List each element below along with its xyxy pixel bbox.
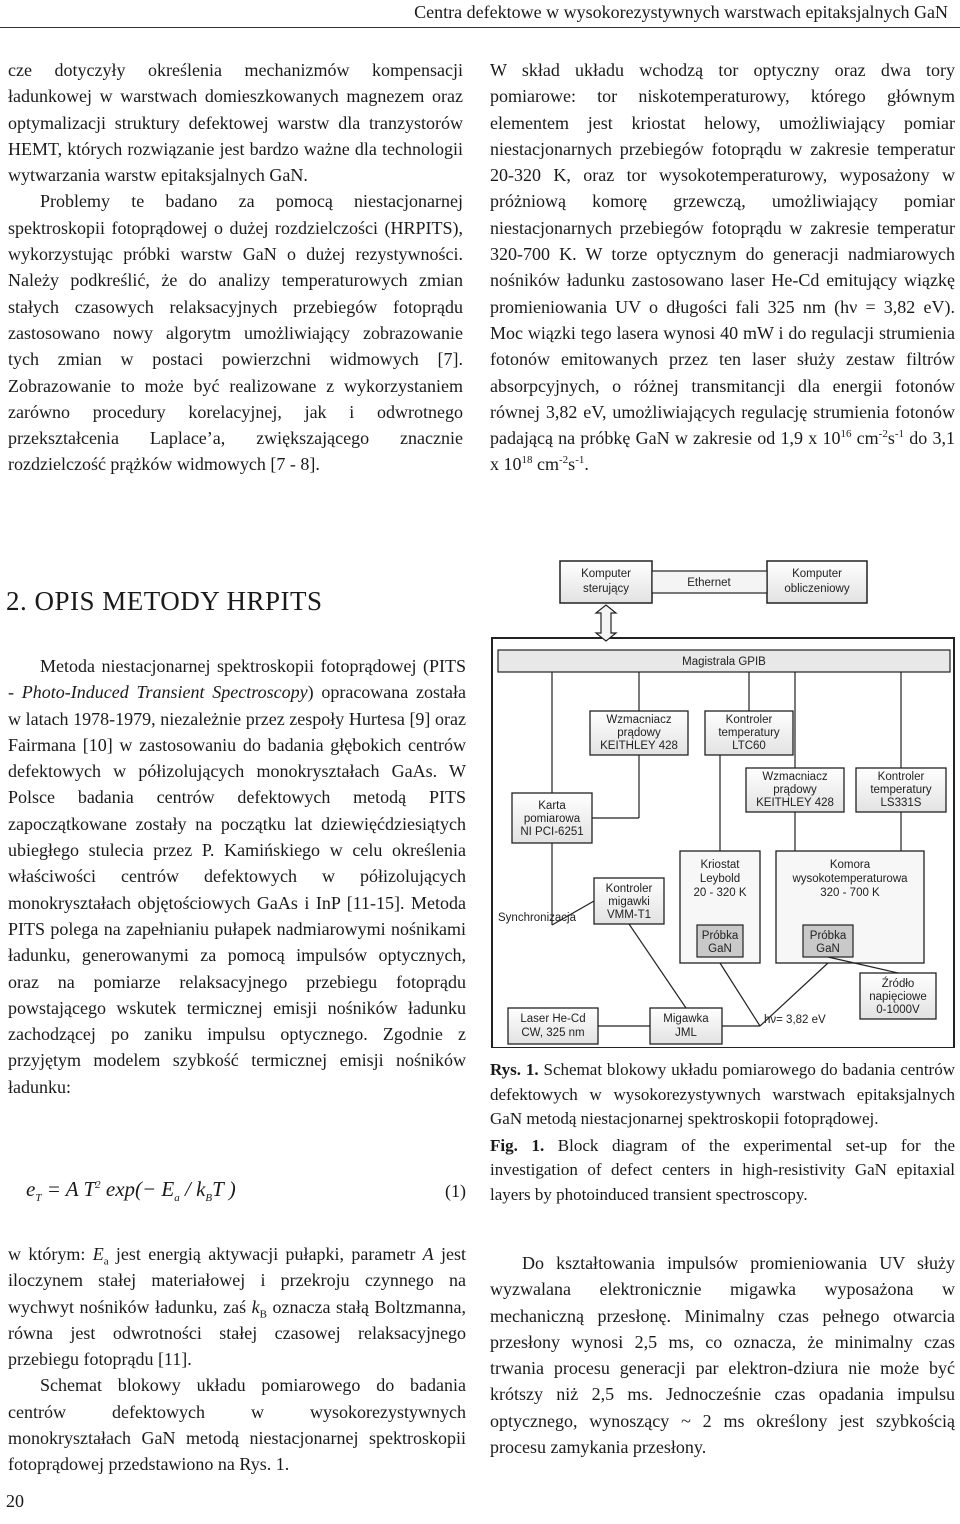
left-column-bottom [8,653,466,1100]
paragraph: Do kształtowania impulsów promieniowania UV służy wyzwalana elektronicznie migawka wyposażona w mechaniczną przesłonę. Minimalny czas pełnego otwarcia przesłony wynosi 2,5 ms, co oznacza, że minimalny czas trwania procesu generacji par elektron-dziura nie może być krótszy niż 2,5 ms. Jednocześnie czas opadania impulsu optycznego, wynoszący ~ 2 ms określony jest szybkością procesu zamykania przesłony. [490,1253,955,1458]
block-diagram [490,553,958,1048]
header-rule [0,27,960,28]
block-label: KEITHLEY 428 [756,797,834,809]
block-label: hν= 3,82 eV [764,1014,826,1026]
equation-1: $e_T = A$ $T^2$ $\exp(- E_a / k_BT$ ) (1) [26,1177,466,1205]
block-label: Kontroler [877,771,925,783]
block-label: Migawka [663,1013,709,1025]
block-label: KEITHLEY 428 [600,740,678,752]
block-label: obliczeniowy [784,583,850,595]
right-column-bottom [490,1250,955,1460]
block-label: Kriostat [700,859,740,871]
link-label: Ethernet [687,577,731,589]
paragraph: W skład układu wchodzą tor optyczny oraz dwa tory pomiarowe: tor niskotemperaturowy, którego głównym elementem jest kriostat helowy, umożliwiający pomiar niestacjonarnych przebiegów fotoprądu w zakresie temperatur 20-320 K, oraz tor wysokotemperaturowy, wyposażony w próżniową komorę grzewczą, umożliwiający pomiar niestacjonarnych przebiegów fotoprądu w zakresie temperatur 320-700 K. W torze optycznym do generacji nadmiarowych nośników ładunku zastosowano laser He-Cd emitujący wiązkę promieniowania UV o długości fali 325 nm (hν = 3,82 eV). Moc wiązki tego lasera wynosi 40 mW i do regulacji strumienia fotonów emitowanych przez ten laser służy zestaw filtrów absorpcyjnych, o różnej transmitancji dla energii fotonów równej 3,82 eV, umożliwiających regulację strumienia fotonów padającą na próbkę GaN w zakresie od 1,9 x $10^{16}$ $cm^{-2}s^{-1}$ do 3,1 x $10^{18}$ $cm^{-2}s^{-1}$. [490,60,955,475]
section-title: 2. OPIS METODY HRPITS [6,586,323,616]
left-column-after-equation [8,1241,466,1478]
block-label: 0-1000V [876,1004,920,1016]
block-label: Komputer [581,568,631,580]
block-label: 20 - 320 K [693,887,747,899]
block-label: Komora [829,859,871,871]
block-label: GaN [708,943,732,955]
block-label: Kontroler [605,883,653,895]
block-label: Kontroler [725,714,773,726]
paragraph: cze dotyczyły określenia mechanizmów kompensacji ładunkowej w warstwach domieszkowanych magnezem oraz optymalizacji struktury defektowej warstw dla tranzystorów HEMT, których rozwiązanie jest bardzo ważne dla technologii wytwarzania warstw epitaksjalnych GaN. [8,60,463,186]
block-label: Wzmacniacz [762,771,828,783]
block-label: migawki [608,896,650,908]
block-label: LTC60 [732,740,766,752]
bus-label: Magistrala GPIB [682,656,766,668]
paragraph: Metoda niestacjonarnej spektroskopii fotoprądowej (PITS - Photo-Induced Transient Spectroscopy) opracowana została w latach 1978-1979, niezależnie przez zespoły Hurtesa [9] oraz Fairmana [10] w zastosowaniu do badania głębokich centrów defektowych w półizolujących monokryształach GaAs. W Polsce badania centrów defektowych metodą PITS zapoczątkowane zostały na początku lat dziewięćdziesiątych ubiegłego stulecia przez P. Kamińskiego w celu określenia właściwości centrów defektowych w półizolujących monokryształach objętościowych GaAs i InP [11-15]. Metoda PITS polega na zapełnianiu pułapek nadmiarowymi nośnikami ładunku, generowanymi za pomocą impulsów optycznych, oraz na pomiarze relaksacyjnego przebiegu fotoprądu powstającego wskutek termicznej emisji nośników ładunku zachodzącej po zaniku impulsu optycznego. Zgodnie z przyjętym modelem szybkość termicznej emisji nośników ładunku: [8,656,467,1097]
block-label: Synchronizacja [498,912,576,924]
paragraph: w którym: $E_a$ jest energią aktywacji pułapki, parametr A jest iloczynem stałej materiałowej i przekroju czynnego na wychwyt nośników ładunku, zaś $k_B$ oznacza stałą Boltzmanna, równa jest odwrotności stałej czasowej relaksacyjnego przebiegu fotoprądu [11]. [8,1244,467,1370]
block-label: Źródło [881,978,915,990]
block-label: Wzmacniacz [606,714,672,726]
paragraph: Schemat blokowy układu pomiarowego do badania centrów defektowych w wysokorezystywnych monokryształach GaN metodą niestacjonarnej spektroskopii fotoprądowej przedstawiono na Rys. 1. [8,1375,466,1475]
block-label: sterujący [582,583,630,595]
block-label: prądowy [773,784,817,796]
block-label: NI PCI-6251 [520,826,584,838]
block-label: wysokotemperaturowa [792,873,908,885]
figure-caption [490,1058,955,1209]
block-label: Karta [538,800,566,812]
paragraph: Problemy te badano za pomocą niestacjonarnej spektroskopii fotoprądowej o dużej rozdzielczości (HRPITS), wykorzystując próbki warstw GaN o dużej rezystywności. Należy podkreślić, że do analizy temperaturowych zmian stałych czasowych relaksacyjnych przebiegów fotoprądu zastosowano nowy algorytm umożliwiający zobrazowanie tych zmian w postaci powierzchni widmowych [7]. Zobrazowanie to może być realizowane z wykorzystaniem zarówno procedury korelacyjnej, jak i odwrotnego przekształcenia Laplace’a, zwiększającego znacznie rozdzielczość prążków widmowych [7 - 8]. [8,191,463,475]
block-label: 320 - 700 K [820,887,880,899]
block-label: LS331S [880,797,922,809]
block-label: VMM-T1 [606,909,652,921]
caption-en: Fig. 1. Block diagram of the experimental set-up for the investigation of defect centers in high-resistivity GaN epitaxial layers by photoinduced transient spectroscopy. [490,1135,956,1204]
block-label: GaN [816,943,840,955]
block-label: CW, 325 nm [521,1027,585,1039]
block-label: Leybold [699,873,741,885]
block-label: JML [675,1027,697,1039]
left-column-top [8,57,463,478]
block-label: pomiarowa [523,813,581,825]
block-label: napięciowe [869,991,927,1003]
right-column-top [490,57,955,478]
block-label: prądowy [617,727,661,739]
equation-number: (1) [445,1181,466,1201]
block-label: Próbka [701,930,739,942]
block-label: temperatury [718,727,780,739]
caption-pl: Rys. 1. Schemat blokowy układu pomiarowego do badania centrów defektowych w wysokorezystywnych warstwach epitaksjalnych GaN metodą niestacjonarnej spektroskopii fotoprądowej. [490,1060,955,1128]
running-header: Centra defektowe w wysokorezystywnych warstwach epitaksjalnych GaN [414,2,948,22]
block-label: Próbka [809,930,847,942]
page-number: 20 [6,1491,24,1511]
block-label: temperatury [870,784,932,796]
block-label: Komputer [792,568,842,580]
block-label: Laser He-Cd [520,1013,586,1025]
